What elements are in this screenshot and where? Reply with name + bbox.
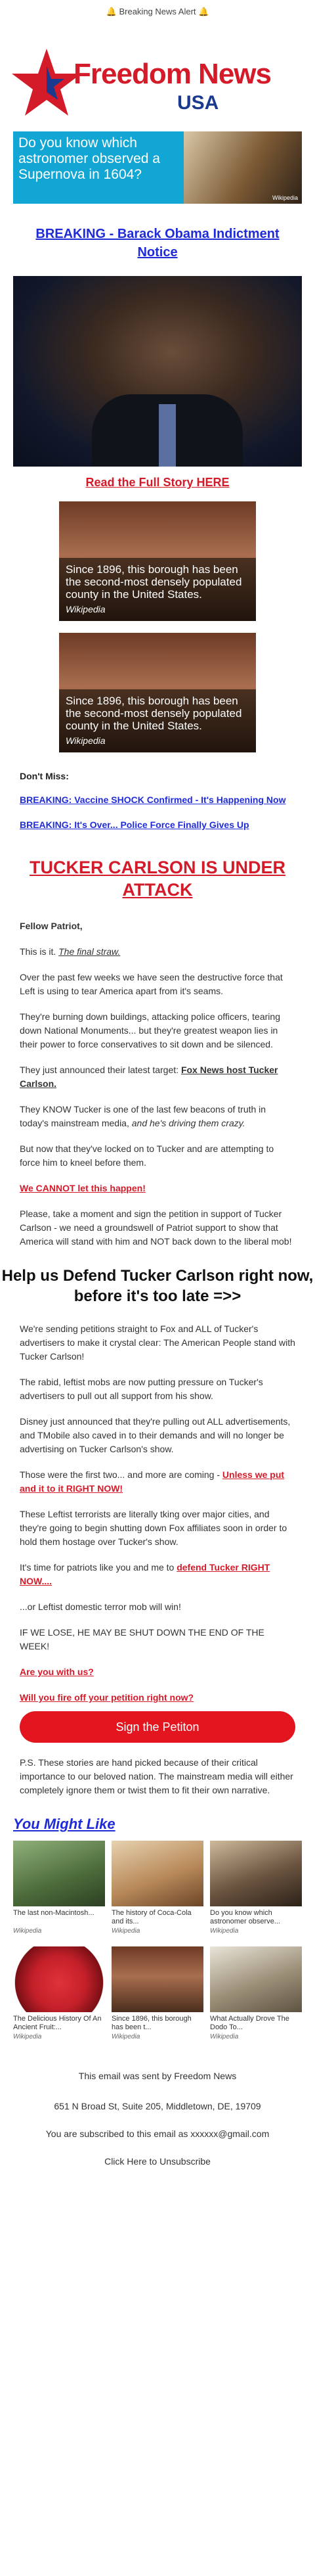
card-source: Wikipedia <box>210 1927 239 1935</box>
letter2-p9: Are you with us? <box>20 1667 94 1677</box>
dont-miss-link-vaccine[interactable]: BREAKING: Vaccine SHOCK Confirmed - It's Happening Now <box>20 794 286 805</box>
promo-caption-text: Since 1896, this borough has been the second-most densely populated county in the United States. <box>66 563 242 601</box>
promo-caption <box>59 558 256 621</box>
read-full-story-link[interactable]: Read the Full Story HERE <box>85 476 230 489</box>
letter2-p8: IF WE LOSE, HE MAY BE SHUT DOWN THE END OF THE WEEK! <box>20 1627 264 1651</box>
letter-p5 <box>20 1103 295 1130</box>
p5-emphasis: and he's driving them crazy. <box>131 1118 245 1128</box>
main-headline: TUCKER CARLSON IS UNDER ATTACK <box>29 858 285 900</box>
p4-target: Fox News host Tucker Carlson. <box>20 1065 278 1089</box>
card-source: Wikipedia <box>13 1927 42 1935</box>
letter2-p4 <box>20 1468 295 1496</box>
you-might-like-title: You Might Like <box>13 1816 116 1832</box>
footer-sender: This email was sent by Freedom News <box>78 2071 237 2081</box>
letter-p7: We CANNOT let this happen! <box>20 1183 146 1193</box>
card-title: The Delicious History Of An Ancient Fruit:... <box>13 2015 102 2031</box>
card-title: Do you know which astronomer observe... <box>210 1909 280 1925</box>
wikipedia-ad-banner[interactable] <box>13 131 302 204</box>
unsubscribe-link[interactable]: Click Here to Unsubscribe <box>104 2156 211 2167</box>
hero-image[interactable] <box>13 276 302 467</box>
letter-body-2 <box>20 1322 295 1705</box>
letter2-p7: ...or Leftist domestic terror mob will win! <box>20 1601 181 1612</box>
recommend-card[interactable] <box>210 1946 302 2040</box>
card-title: The history of Coca-Cola and its... <box>112 1909 192 1925</box>
you-might-like-grid <box>13 1841 302 2040</box>
letter2-p10: Will you fire off your petition right now? <box>20 1692 194 1703</box>
footer-subscribed: You are subscribed to this email as xxxxxx@gmail.com <box>45 2128 270 2139</box>
headline-link[interactable]: BREAKING - Barack Obama Indictment Notice <box>35 227 280 260</box>
logo-title: Freedom News <box>74 58 271 90</box>
breaking-alert: 🔔 Breaking News Alert 🔔 <box>106 7 209 16</box>
letter-p3: They're burning down buildings, attacking police officers, tearing down National Monuments... but they're greatest weapon lies in their power to force conservatives to sit down and be silenced. <box>20 1011 280 1049</box>
dont-miss-label: Don't Miss: <box>20 771 69 781</box>
p5-text: They KNOW Tucker is one of the last few beacons of truth in today's mainstream media, <box>20 1104 266 1128</box>
letter-p1 <box>20 945 295 959</box>
letter2-p2: The rabid, leftist mobs are now putting pressure on Tucker's advertisers to pull out all support from his show. <box>20 1377 263 1401</box>
recommend-card[interactable] <box>13 1841 105 1935</box>
card-title: The last non-Macintosh... <box>13 1909 94 1917</box>
p6-text: It's time for patriots like you and me to <box>20 1562 177 1573</box>
footer-address: 651 N Broad St, Suite 205, Middletown, DE, 19709 <box>54 2101 261 2111</box>
portrait-image <box>184 131 302 204</box>
footer <box>0 2069 315 2168</box>
card-image <box>13 1841 105 1906</box>
card-image <box>13 1946 105 2012</box>
greeting: Fellow Patriot, <box>20 921 83 931</box>
recommend-card[interactable] <box>13 1946 105 2040</box>
card-image <box>210 1841 302 1906</box>
letter-p4 <box>20 1063 295 1091</box>
promo-source: Wikipedia <box>66 604 106 614</box>
defend-link[interactable]: defend Tucker RIGHT NOW.... <box>20 1562 270 1586</box>
ad-question: Do you know which astronomer observed a Supernova in 1604? <box>18 135 160 182</box>
letter2-p1: We're sending petitions straight to Fox and ALL of Tucker's advertisers to make it crystal clear: The American People stand with Tucker Carlson! <box>20 1323 295 1362</box>
promo-caption-text: Since 1896, this borough has been the second-most densely populated county in the United States. <box>66 695 242 732</box>
recommend-card[interactable] <box>112 1946 203 2040</box>
card-source: Wikipedia <box>13 2033 42 2040</box>
card-title: What Actually Drove The Dodo To... <box>210 2015 289 2031</box>
star-icon <box>10 46 83 118</box>
ps-note: P.S. These stories are hand picked because of their critical importance to our beloved nation. The mainstream media will either completely ignore them or twist them to fit their own narrative. <box>20 1757 293 1795</box>
dont-miss-link-police[interactable]: BREAKING: It's Over... Police Force Finally Gives Up <box>20 819 249 830</box>
p1-text: This is it. <box>20 946 59 957</box>
card-image <box>112 1841 203 1906</box>
recommend-card[interactable] <box>210 1841 302 1935</box>
logo-subtitle: USA <box>177 92 219 114</box>
wiki-promo-2[interactable] <box>59 633 256 752</box>
promo-source: Wikipedia <box>66 735 106 746</box>
card-image <box>112 1946 203 2012</box>
card-source: Wikipedia <box>112 2033 140 2040</box>
recommend-card[interactable] <box>112 1841 203 1935</box>
letter-body <box>20 919 295 1249</box>
card-source: Wikipedia <box>112 1927 140 1935</box>
hero-tie <box>159 404 176 467</box>
help-heading: Help us Defend Tucker Carlson right now, before it's too late =>> <box>1 1267 314 1305</box>
ad-source: Wikipedia <box>272 195 298 201</box>
promo-caption <box>59 689 256 752</box>
card-source: Wikipedia <box>210 2033 239 2040</box>
letter-p8: Please, take a moment and sign the petition in support of Tucker Carlson - we need a groundswell of Patriot support to show that America will stand with him and NOT back down to the liberal mob! <box>20 1208 292 1247</box>
card-image <box>210 1946 302 2012</box>
letter-p6: But now that they've locked on to Tucker and are attempting to force him to kneel before them. <box>20 1143 274 1168</box>
sign-petition-button[interactable]: Sign the Petiton <box>20 1711 295 1743</box>
letter-p2: Over the past few weeks we have seen the destructive force that Left is using to tear America apart from it's seams. <box>20 972 283 996</box>
p4-warning: Unless we put and it to it RIGHT NOW! <box>20 1469 285 1494</box>
p4-text: They just announced their latest target: <box>20 1065 181 1075</box>
card-title: Since 1896, this borough has been t... <box>112 2015 192 2031</box>
p4-text: Those were the first two... and more are coming - <box>20 1469 222 1480</box>
letter2-p3: Disney just announced that they're pulling out ALL advertisements, and TMobile also caved in to their demands and will no longer be advertising on Tucker Carlson's show. <box>20 1416 291 1454</box>
letter2-p5: These Leftist terrorists are literally tking over major cities, and they're going to begin shutting down Fox affiliates soon in order to hold them hostage over Tucker's show. <box>20 1509 287 1547</box>
p1-emphasis: The final straw. <box>58 946 121 957</box>
letter2-p6 <box>20 1561 295 1588</box>
wiki-promo-1[interactable] <box>59 501 256 621</box>
freedom-news-logo <box>0 20 315 131</box>
